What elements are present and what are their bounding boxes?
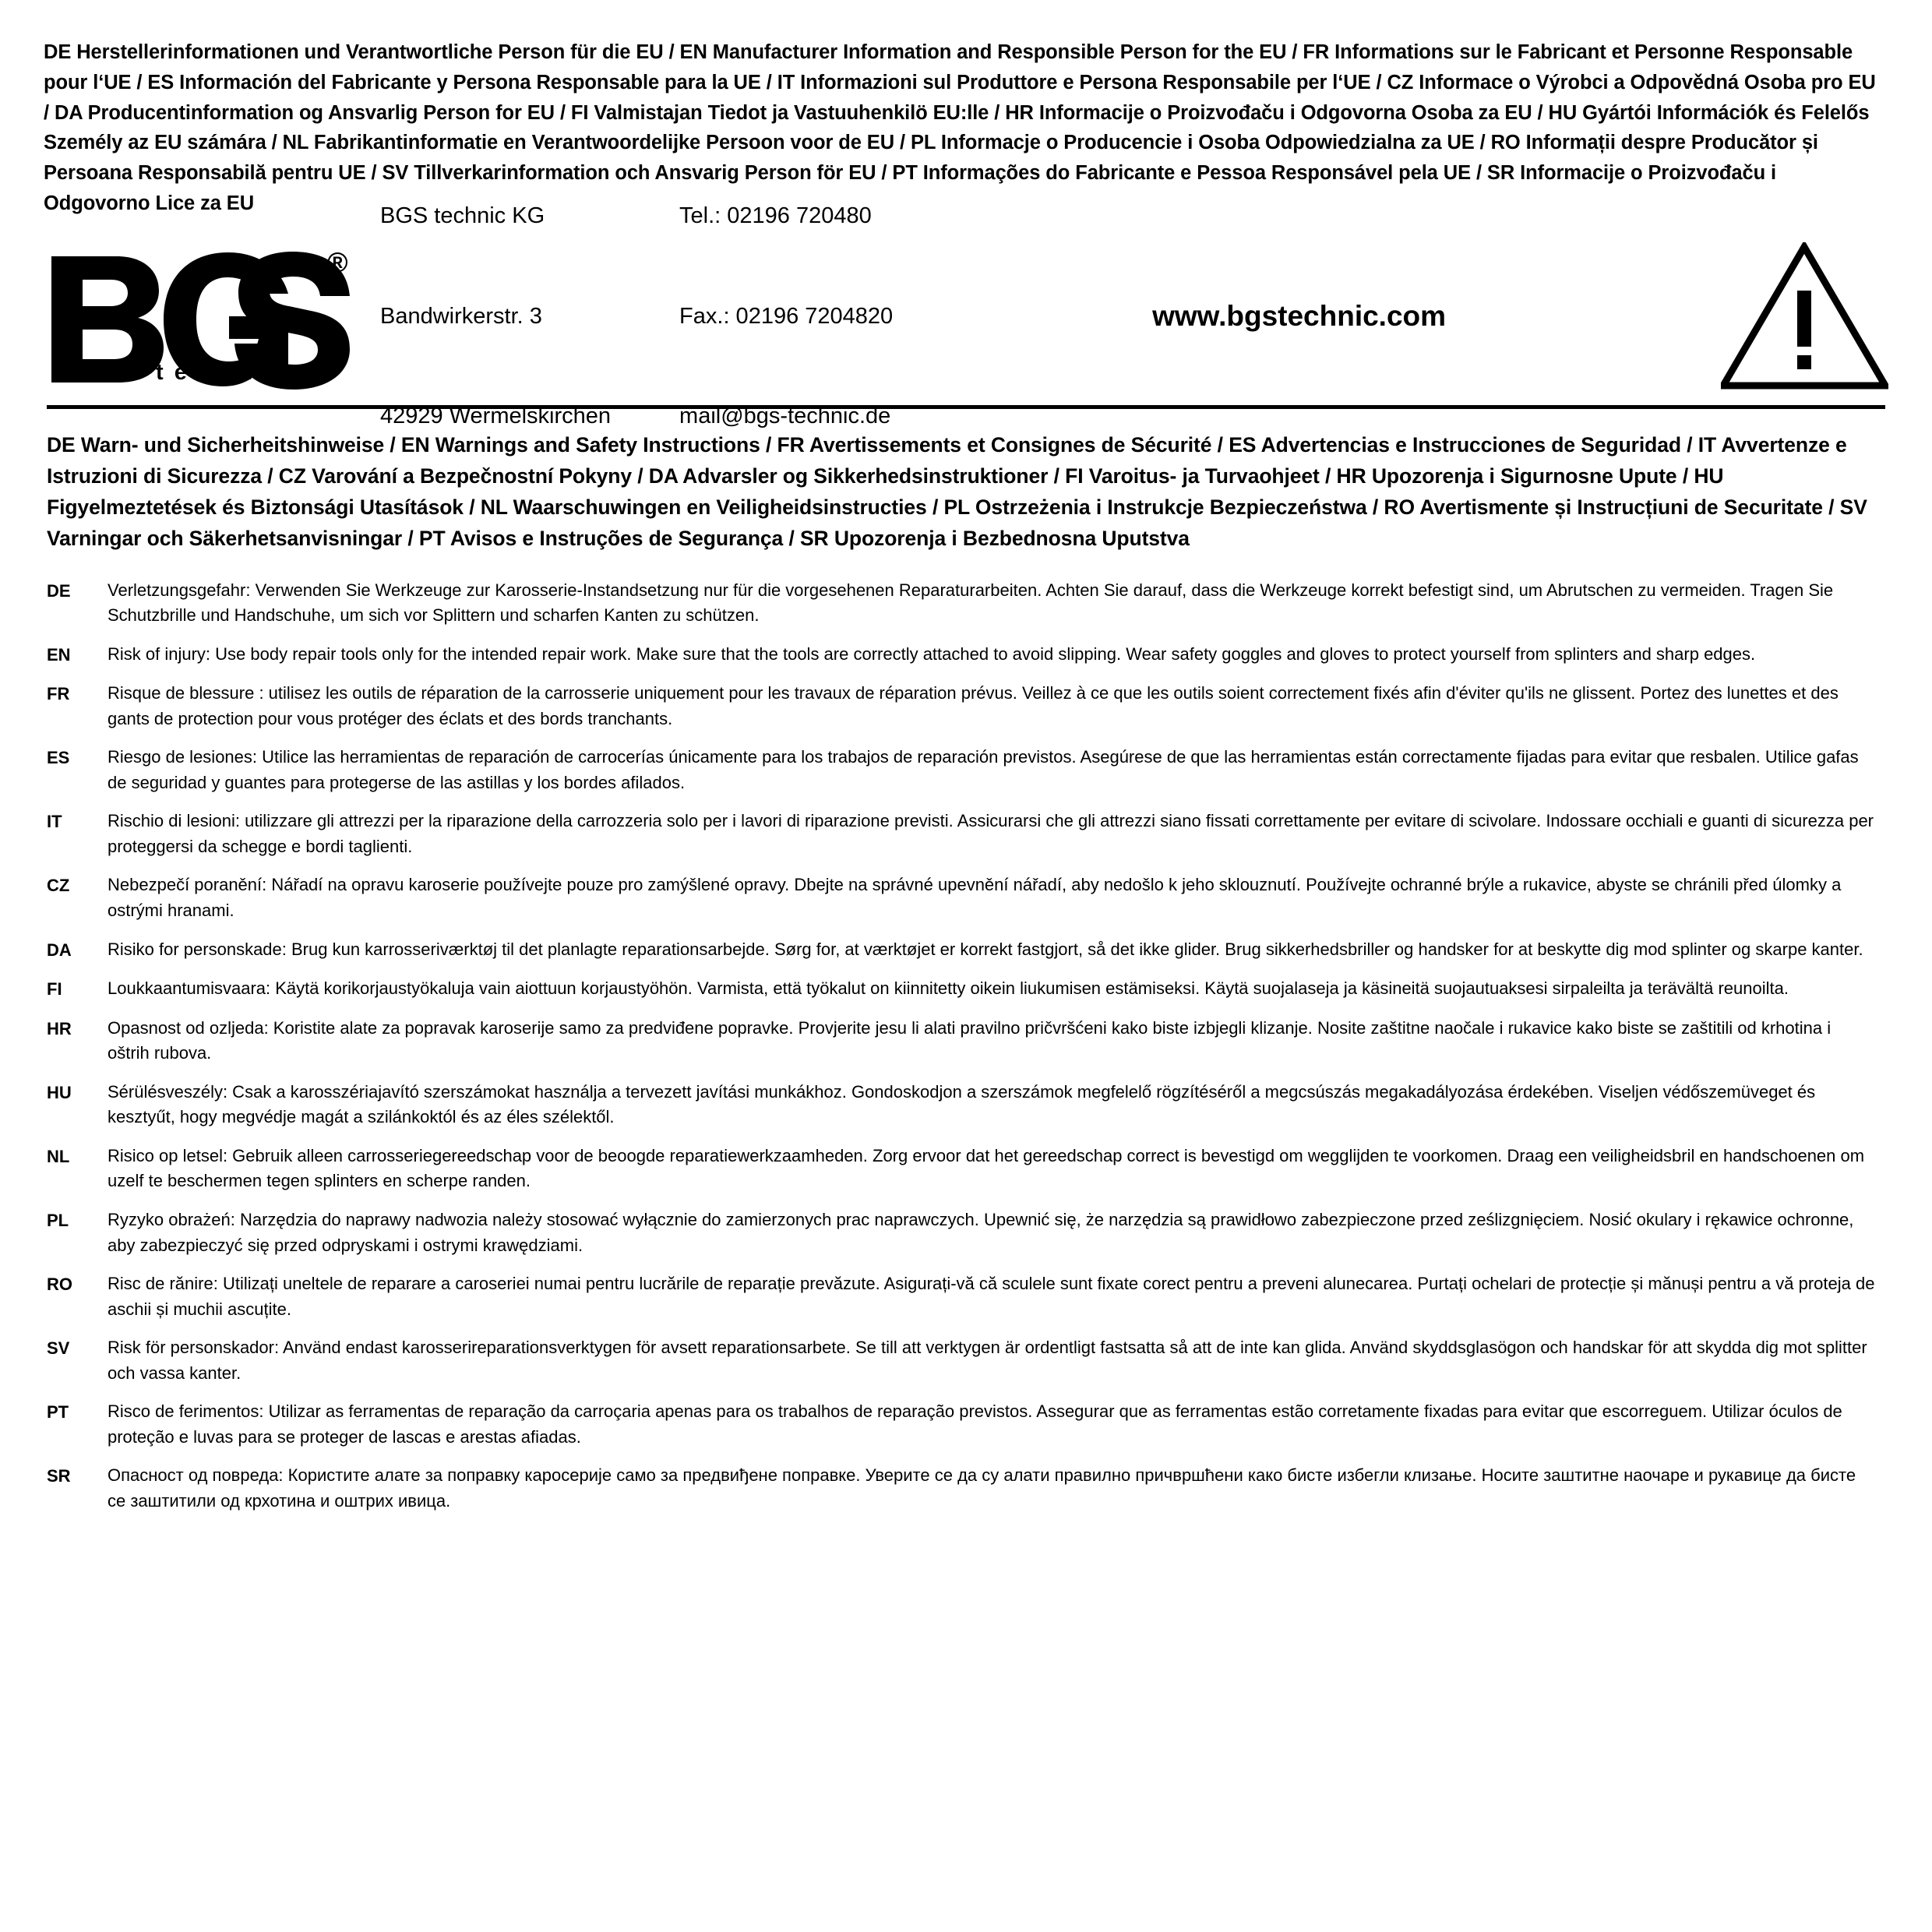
language-text: Опасност од повреда: Користите алате за поправку каросерије само за предвиђене поправке. Уверите се да су алати правилно причвршћени како бисте избегли клизање. Носите заштитне наочаре и рукавице да бисте се заштитили од крхотина и оштрих ивица. <box>108 1465 1856 1511</box>
language-code: RO <box>47 1274 72 1295</box>
list-item <box>47 1271 1888 1322</box>
warnings-heading: DE Warn- und Sicherheitshinweise / EN Warnings and Safety Instructions / FR Avertissements et Consignes de Sécurité / ES Advertencias e Instrucciones de Seguridad / IT Avvertenze e Istruzioni di Sicurezza / CZ Varování a Bezpečnostní Pokyny / DA Advarsler og Sikkerhedsinstruktioner / FI Varoitus- ja Turvaohjeet / HR Upozorenja i Sigurnosne Upute / HU Figyelmeztetések és Biztonsági Utasítások / NL Waarschuwingen en Veiligheidsinstructies / PL Ostrzeżenia i Instrukcje Bezpieczeństwa / RO Avertismente și Instrucțiuni de Securitate / SV Varningar och Säkerhetsanvisningar / PT Avisos e Instruções de Segurança / SR Upozorenja i Bezbednosna Uputstva <box>47 432 1867 551</box>
list-item <box>47 937 1888 964</box>
warning-triangle-icon <box>1721 242 1888 390</box>
language-text: Opasnost od ozljeda: Koristite alate za popravak karoserije samo za predviđene popravke. Provjerite jesu li alati pravilno pričvršćeni kako biste izbjegli klizanje. Nosite zaštitne naočale i rukavice kako biste se zaštitili od krhotina i oštrih rubova. <box>108 1017 1832 1063</box>
language-text: Risco de ferimentos: Utilizar as ferramentas de reparação da carroçaria apenas para os trabalhos de reparação previstos. Assegurar que as ferramentas estão corretamente fixadas para evitar que escorreguem. Utilizar óculos de proteção e luvas para se proteger de lascas e arestas afiadas. <box>108 1401 1842 1447</box>
language-text: Risk of injury: Use body repair tools only for the intended repair work. Make sure that the tools are correctly attached to avoid slipping. Wear safety goggles and gloves to protect yourself from splinters and sharp edges. <box>108 643 1756 664</box>
list-item <box>47 976 1888 1003</box>
list-item <box>47 1080 1888 1130</box>
language-code: PL <box>47 1210 69 1230</box>
language-code: FI <box>47 979 62 999</box>
language-text: Rischio di lesioni: utilizzare gli attrezzi per la riparazione della carrozzeria solo per i lavori di riparazione previsti. Assicurarsi che gli attrezzi siano fissati correttamente per evitare di scivolare. Indossare occhiali e guanti di sicurezza per proteggersi da schegge e bordi taglienti. <box>108 811 1874 856</box>
language-text: Riesgo de lesiones: Utilice las herramientas de reparación de carrocerías únicamente para los trabajos de reparación previstos. Asegúrese de que las herramientas están correctamente fijadas para evitar que resbalen. Utilice gafas de seguridad y guantes para protegerse de las astillas y los bordes afilados. <box>108 747 1859 792</box>
language-text: Loukkaantumisvaara: Käytä korikorjaustyökaluja vain aiottuun korjaustyöhön. Varmista, että työkalut on kiinnitetty oikein liukumisen estämiseksi. Käytä suojalaseja ja käsineitä suojautuaksesi sirpaleilta ja terävältä reunoilta. <box>108 978 1789 999</box>
language-text: Sérülésveszély: Csak a karosszériajavító szerszámokat használja a tervezett javítási munkákhoz. Gondoskodjon a szerszámok megfelelő rögzítéséről a megcsúszás megakadályozása érdekében. Viseljen védőszemüveget és kesztyűt, hogy megvédje magát a szilánkoktól és az éles szélektől. <box>108 1081 1816 1127</box>
language-code: SV <box>47 1338 70 1359</box>
list-item <box>47 1335 1888 1386</box>
language-code: DA <box>47 940 72 960</box>
language-code: EN <box>47 644 71 665</box>
language-code: DE <box>47 580 71 601</box>
list-item <box>47 1399 1888 1450</box>
language-text: Risc de rănire: Utilizați uneltele de reparare a caroseriei numai pentru lucrările de reparație prevăzute. Asigurați-vă că sculele sunt fixate corect pentru a preveni alunecarea. Purtați ochelari de protecție și mănuși pentru a vă proteja de aschii și muchii ascuțite. <box>108 1274 1875 1319</box>
language-code: PT <box>47 1402 69 1423</box>
list-item <box>47 1463 1888 1514</box>
language-text: Risico op letsel: Gebruik alleen carrosseriegereedschap voor de beoogde reparatiewerkzaamheden. Zorg ervoor dat het gereedschap correct is bevestigd om wegglijden te voorkomen. Draag een veiligheidsbril en handschoenen om uzelf te beschermen tegen splinters en scherpe randen. <box>108 1145 1865 1191</box>
company-street: Bandwirkerstr. 3 <box>380 303 542 329</box>
company-website[interactable]: www.bgstechnic.com <box>1152 300 1447 332</box>
language-code: FR <box>47 684 70 704</box>
svg-text:t e c h n i c: t e c h n i c <box>156 360 303 385</box>
list-item <box>47 681 1888 732</box>
list-item <box>47 642 1888 668</box>
company-fax: Fax.: 02196 7204820 <box>679 303 894 329</box>
manufacturer-info-title: DE Herstellerinformationen und Verantwortliche Person für die EU / EN Manufacturer Information and Responsible Person for the EU / FR Informations sur le Fabricant et Personne Responsable pour l‘UE / ES Información del Fabricante y Persona Responsable para la UE / IT Informazioni sul Produttore e Persona Responsabile per l‘UE / CZ Informace o Výrobci a Odpovědná Osoba pro EU / DA Producentinformation og Ansvarlig Person for EU / FI Valmistajan Tiedot ja Vastuuhenkilö EU:lle / HR Informacije o Proizvođaču i Odgovorna Osoba za EU / HU Gyártói Információk és Felelős Személy az EU számára / NL Fabrikantinformatie en Verantwoordelijke Persoon voor de EU / PL Informacje o Producencie i Osoba Odpowiedzialna za UE / RO Informații despre Producător și Persoana Responsabilă pentru UE / SV Tillverkarinformation och Ansvarig Person för EU / PT Informações do Fabricante e Pessoa Responsável pela UE / SR Informacije o Proizvođaču i Odgovorno Lice za EU <box>44 41 1876 214</box>
company-header <box>44 203 1888 429</box>
company-address <box>380 132 611 500</box>
bgs-logo-icon <box>47 242 358 390</box>
company-contact <box>679 132 893 500</box>
language-code: ES <box>47 748 70 768</box>
language-text: Nebezpečí poranění: Nářadí na opravu karoserie používejte pouze pro zamýšlené opravy. Dbejte na správné upevnění nářadí, aby nedošlo k jeho sklouznutí. Používejte ochranné brýle a rukavice, abyste se chránili před úlomky a ostrými hranami. <box>108 875 1842 921</box>
language-text: Risk för personskador: Använd endast karosserireparationsverktygen för avsett reparationsarbete. Se till att verktygen är ordentligt fastsatta så att de inte kan glida. Använd skyddsglasögon och handskar för att skydda dig mot splitter och vassa kanter. <box>108 1338 1867 1383</box>
list-item <box>47 1016 1888 1066</box>
language-code: HU <box>47 1082 72 1102</box>
company-name: BGS technic KG <box>380 203 545 228</box>
language-text: Verletzungsgefahr: Verwenden Sie Werkzeuge zur Karosserie-Instandsetzung nur für die vorgesehenen Reparaturarbeiten. Achten Sie darauf, dass die Werkzeuge korrekt befestigt sind, um Abrutschen zu vermeiden. Tragen Sie Schutzbrille und Handschuhe, um sich vor Splittern und scharfen Kanten zu schützen. <box>108 580 1834 626</box>
list-item <box>47 1144 1888 1194</box>
instructions-list <box>47 578 1888 1514</box>
list-item <box>47 1208 1888 1258</box>
header-divider <box>47 405 1885 409</box>
language-code: IT <box>47 812 62 832</box>
company-email[interactable]: mail@bgs-technic.de <box>679 404 891 429</box>
language-code: CZ <box>47 876 70 896</box>
language-code: NL <box>47 1146 70 1166</box>
bgs-logo <box>47 242 358 390</box>
list-item <box>47 873 1888 923</box>
company-tel: Tel.: 02196 720480 <box>679 203 872 228</box>
list-item <box>47 745 1888 795</box>
language-text: Risque de blessure : utilisez les outils de réparation de la carrosserie uniquement pour les travaux de réparation prévus. Veillez à ce que les outils soient correctement fixés afin d'éviter qu'ils ne glissent. Portez des lunettes et des gants de protection pour vous protéger des éclats et des bords tranchants. <box>108 683 1839 728</box>
language-text: Risiko for personskade: Brug kun karrosseriværktøj til det planlagte reparationsarbejde. Sørg for, at værktøjet er korrekt fastgjort, så det ikke glider. Brug sikkerhedsbriller og handsker for at beskytte dig mod splinter og skarpe kanter. <box>108 939 1863 959</box>
list-item <box>47 578 1888 629</box>
language-code: SR <box>47 1466 71 1486</box>
language-text: Ryzyko obrażeń: Narzędzia do naprawy nadwozia należy stosować wyłącznie do zamierzonych prac naprawczych. Upewnić się, że narzędzia są prawidłowo zabezpieczone przed ześlizgnięciem. Nosić okulary i rękawice ochronne, aby zabezpieczyć się przed odpryskami i ostrymi krawędziami. <box>108 1209 1854 1255</box>
company-city: 42929 Wermelskirchen <box>380 404 612 429</box>
svg-text:®: ® <box>327 246 348 278</box>
language-code: HR <box>47 1018 72 1038</box>
list-item <box>47 809 1888 859</box>
